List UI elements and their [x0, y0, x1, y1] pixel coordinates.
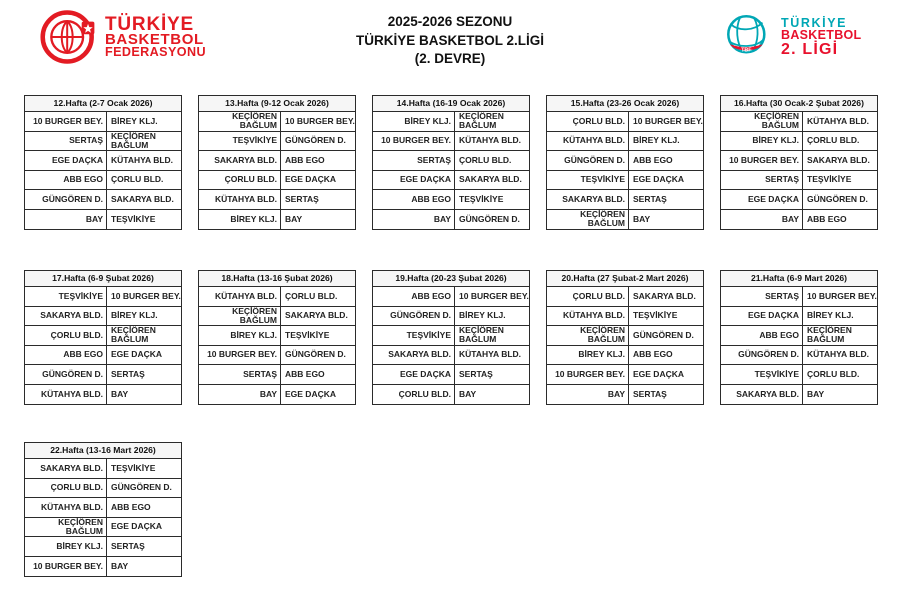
match-row — [547, 112, 703, 132]
home-team: KEÇİÖREN BAĞLUM — [199, 307, 281, 326]
away-team: EGE DAÇKA — [111, 349, 163, 360]
match-row — [547, 287, 703, 307]
home-team: BAY — [721, 210, 803, 230]
home-team: ÇORLU BLD. — [199, 171, 281, 190]
match-row — [721, 385, 877, 405]
week-table — [198, 95, 356, 230]
week-title: 20.Hafta (27 Şubat-2 Mart 2026) — [547, 271, 703, 287]
home-team: 10 BURGER BEY. — [25, 112, 107, 131]
away-team: BİREY KLJ. — [633, 135, 680, 146]
home-team: ÇORLU BLD. — [25, 479, 107, 498]
week-table — [24, 270, 182, 405]
home-team: 10 BURGER BEY. — [25, 557, 107, 577]
match-row — [199, 326, 355, 346]
away-team: BİREY KLJ. — [807, 310, 854, 321]
match-row — [373, 346, 529, 366]
home-team: ÇORLU BLD. — [373, 385, 455, 405]
page-title-season: 2025-2026 SEZONU — [387, 14, 513, 29]
home-team: KÜTAHYA BLD. — [25, 498, 107, 517]
week-table — [720, 270, 878, 405]
away-team: TEŞVİKİYE — [111, 213, 156, 224]
home-team: SAKARYA BLD. — [547, 190, 629, 209]
away-team: ABB EGO — [111, 501, 151, 512]
week-grid-row-1 — [24, 95, 878, 230]
away-team: GÜNGÖREN D. — [459, 213, 520, 224]
away-team: KEÇİÖREN BAĞLUM — [459, 326, 504, 345]
home-team: BİREY KLJ. — [199, 210, 281, 230]
match-row — [547, 210, 703, 230]
home-team: TEŞVİKİYE — [199, 132, 281, 151]
week-table — [372, 95, 530, 230]
week-table — [198, 270, 356, 405]
week-title: 22.Hafta (13-16 Mart 2026) — [25, 443, 181, 459]
home-team: BİREY KLJ. — [25, 537, 107, 556]
away-team: SERTAŞ — [459, 368, 493, 379]
home-team: KÜTAHYA BLD. — [25, 385, 107, 405]
away-team: BİREY KLJ. — [459, 310, 506, 321]
match-row — [721, 112, 877, 132]
match-row — [25, 151, 181, 171]
match-row — [199, 190, 355, 210]
away-team: SAKARYA BLD. — [459, 174, 522, 185]
match-row — [199, 346, 355, 366]
match-row — [547, 307, 703, 327]
home-team: SERTAŞ — [25, 132, 107, 151]
match-row — [373, 151, 529, 171]
league-logo-line3: 2. LİGİ — [781, 40, 839, 58]
home-team: ÇORLU BLD. — [547, 112, 629, 131]
away-team: EGE DAÇKA — [633, 368, 685, 379]
match-row — [721, 171, 877, 191]
away-team: KÜTAHYA BLD. — [459, 349, 522, 360]
home-team: KÜTAHYA BLD. — [547, 307, 629, 326]
match-row — [199, 287, 355, 307]
away-team: GÜNGÖREN D. — [111, 482, 172, 493]
match-row — [25, 326, 181, 346]
week-table — [24, 95, 182, 230]
home-team: BAY — [547, 385, 629, 405]
federation-logo-line2: BASKETBOL — [105, 31, 204, 49]
home-team: SAKARYA BLD. — [25, 307, 107, 326]
page-title-league: TÜRKİYE BASKETBOL 2.LİGİ — [355, 32, 545, 48]
away-team: BİREY KLJ. — [111, 115, 158, 126]
match-row — [721, 365, 877, 385]
home-team: KEÇİÖREN BAĞLUM — [547, 210, 629, 230]
away-team: SERTAŞ — [633, 193, 667, 204]
week-table — [24, 442, 182, 577]
match-row — [373, 190, 529, 210]
week-table — [546, 95, 704, 230]
away-team: BAY — [459, 388, 477, 399]
away-team: BİREY KLJ. — [111, 310, 158, 321]
match-row — [25, 346, 181, 366]
home-team: EGE DAÇKA — [721, 190, 803, 209]
week-table — [546, 270, 704, 405]
match-row — [373, 132, 529, 152]
match-row — [373, 365, 529, 385]
week-title: 18.Hafta (13-16 Şubat 2026) — [199, 271, 355, 287]
match-row — [199, 307, 355, 327]
week-grid-row-2 — [24, 270, 878, 405]
match-row — [25, 307, 181, 327]
match-row — [547, 326, 703, 346]
away-team: SERTAŞ — [111, 540, 145, 551]
away-team: ÇORLU BLD. — [285, 290, 338, 301]
match-row — [199, 151, 355, 171]
league-logo-line2: BASKETBOL — [781, 28, 862, 42]
home-team: SAKARYA BLD. — [721, 385, 803, 405]
home-team: 10 BURGER BEY. — [547, 365, 629, 384]
match-row — [199, 132, 355, 152]
home-team: TEŞVİKİYE — [373, 326, 455, 345]
home-team: ABB EGO — [373, 190, 455, 209]
away-team: BAY — [285, 213, 303, 224]
league-logo — [722, 11, 861, 63]
week-title: 14.Hafta (16-19 Ocak 2026) — [373, 96, 529, 112]
away-team: TEŞVİKİYE — [285, 329, 330, 340]
away-team: ABB EGO — [285, 368, 325, 379]
home-team: GÜNGÖREN D. — [373, 307, 455, 326]
away-team: BAY — [111, 560, 129, 571]
away-team: ABB EGO — [285, 154, 325, 165]
home-team: EGE DAÇKA — [721, 307, 803, 326]
match-row — [25, 112, 181, 132]
away-team: EGE DAÇKA — [633, 174, 685, 185]
week-title: 19.Hafta (20-23 Şubat 2026) — [373, 271, 529, 287]
week-table — [372, 270, 530, 405]
match-row — [721, 287, 877, 307]
federation-logo — [40, 8, 206, 66]
away-team: GÜNGÖREN D. — [285, 135, 346, 146]
match-row — [547, 132, 703, 152]
away-team: EGE DAÇKA — [285, 388, 337, 399]
week-title: 12.Hafta (2-7 Ocak 2026) — [25, 96, 181, 112]
away-team: KEÇİÖREN BAĞLUM — [459, 112, 504, 131]
home-team: BİREY KLJ. — [373, 112, 455, 131]
away-team: TEŞVİKİYE — [459, 193, 504, 204]
page-title — [250, 13, 650, 69]
home-team: SAKARYA BLD. — [25, 459, 107, 478]
match-row — [25, 518, 181, 538]
home-team: ABB EGO — [373, 287, 455, 306]
match-row — [25, 287, 181, 307]
match-row — [25, 385, 181, 405]
home-team: TEŞVİKİYE — [25, 287, 107, 306]
away-team: KÜTAHYA BLD. — [111, 154, 174, 165]
match-row — [373, 210, 529, 230]
match-row — [373, 326, 529, 346]
match-row — [199, 112, 355, 132]
away-team: 10 BURGER BEY. — [111, 290, 181, 301]
away-team: ÇORLU BLD. — [807, 135, 860, 146]
home-team: GÜNGÖREN D. — [25, 365, 107, 384]
home-team: 10 BURGER BEY. — [373, 132, 455, 151]
away-team: KEÇİÖREN BAĞLUM — [111, 131, 156, 150]
home-team: SERTAŞ — [199, 365, 281, 384]
match-row — [721, 210, 877, 230]
away-team: SERTAŞ — [111, 368, 145, 379]
home-team: GÜNGÖREN D. — [25, 190, 107, 209]
away-team: SERTAŞ — [633, 388, 667, 399]
away-team: BAY — [807, 388, 825, 399]
match-row — [721, 346, 877, 366]
match-row — [547, 365, 703, 385]
home-team: EGE DAÇKA — [373, 171, 455, 190]
match-row — [25, 365, 181, 385]
home-team: GÜNGÖREN D. — [547, 151, 629, 170]
match-row — [373, 287, 529, 307]
away-team: 10 BURGER BEY. — [807, 290, 877, 301]
home-team: GÜNGÖREN D. — [721, 346, 803, 365]
home-team: BİREY KLJ. — [547, 346, 629, 365]
match-row — [199, 210, 355, 230]
away-team: KEÇİÖREN BAĞLUM — [111, 326, 156, 345]
week-title: 17.Hafta (6-9 Şubat 2026) — [25, 271, 181, 287]
match-row — [199, 385, 355, 405]
match-row — [199, 365, 355, 385]
home-team: ABB EGO — [721, 326, 803, 345]
away-team: KÜTAHYA BLD. — [807, 349, 870, 360]
week-grid-row-3 — [24, 442, 182, 577]
away-team: SAKARYA BLD. — [285, 310, 348, 321]
away-team: GÜNGÖREN D. — [807, 193, 868, 204]
away-team: ABB EGO — [633, 349, 673, 360]
home-team: KEÇİÖREN BAĞLUM — [721, 112, 803, 131]
federation-logo-line1: TÜRKİYE — [105, 13, 194, 35]
home-team: TEŞVİKİYE — [721, 365, 803, 384]
match-row — [721, 326, 877, 346]
week-title: 13.Hafta (9-12 Ocak 2026) — [199, 96, 355, 112]
away-team: GÜNGÖREN D. — [633, 329, 694, 340]
away-team: 10 BURGER BEY. — [633, 115, 703, 126]
home-team: KEÇİÖREN BAĞLUM — [199, 112, 281, 131]
match-row — [547, 151, 703, 171]
away-team: KEÇİÖREN BAĞLUM — [807, 326, 852, 345]
match-row — [373, 171, 529, 191]
away-team: ÇORLU BLD. — [807, 368, 860, 379]
home-team: EGE DAÇKA — [25, 151, 107, 170]
home-team: ABB EGO — [25, 171, 107, 190]
match-row — [25, 557, 181, 577]
match-row — [25, 171, 181, 191]
away-team: SAKARYA BLD. — [807, 154, 870, 165]
match-row — [373, 307, 529, 327]
page-title-stage: (2. DEVRE) — [414, 51, 486, 67]
home-team: SERTAŞ — [721, 171, 803, 190]
home-team: ABB EGO — [25, 346, 107, 365]
home-team: BAY — [199, 385, 281, 405]
away-team: ABB EGO — [633, 154, 673, 165]
match-row — [721, 307, 877, 327]
home-team: BAY — [373, 210, 455, 230]
match-row — [721, 151, 877, 171]
away-team: 10 BURGER BEY. — [459, 290, 529, 301]
away-team: KÜTAHYA BLD. — [459, 135, 522, 146]
match-row — [547, 190, 703, 210]
week-table — [720, 95, 878, 230]
home-team: TEŞVİKİYE — [547, 171, 629, 190]
match-row — [373, 112, 529, 132]
away-team: BAY — [111, 388, 129, 399]
week-title: 16.Hafta (30 Ocak-2 Şubat 2026) — [721, 96, 877, 112]
match-row — [25, 132, 181, 152]
match-row — [721, 132, 877, 152]
away-team: TEŞVİKİYE — [633, 310, 678, 321]
match-row — [25, 190, 181, 210]
match-row — [25, 498, 181, 518]
league-ball-text: TBF — [741, 47, 752, 54]
league-ball-icon — [722, 11, 776, 63]
home-team: SERTAŞ — [373, 151, 455, 170]
away-team: SAKARYA BLD. — [111, 193, 174, 204]
away-team: ÇORLU BLD. — [459, 154, 512, 165]
league-logo-line1: TÜRKİYE — [781, 15, 848, 30]
match-row — [547, 385, 703, 405]
home-team: 10 BURGER BEY. — [721, 151, 803, 170]
away-team: BAY — [633, 213, 651, 224]
home-team: ÇORLU BLD. — [547, 287, 629, 306]
away-team: EGE DAÇKA — [111, 521, 163, 532]
home-team: BİREY KLJ. — [721, 132, 803, 151]
away-team: TEŞVİKİYE — [807, 174, 852, 185]
home-team: EGE DAÇKA — [373, 365, 455, 384]
league-logo-text — [781, 17, 861, 58]
away-team: ÇORLU BLD. — [111, 174, 164, 185]
federation-logo-text — [105, 13, 206, 59]
home-team: SERTAŞ — [721, 287, 803, 306]
away-team: 10 BURGER BEY. — [285, 115, 355, 126]
home-team: 10 BURGER BEY. — [199, 346, 281, 365]
match-row — [25, 537, 181, 557]
away-team: EGE DAÇKA — [285, 174, 337, 185]
home-team: SAKARYA BLD. — [199, 151, 281, 170]
home-team: BAY — [25, 210, 107, 230]
away-team: SAKARYA BLD. — [633, 290, 696, 301]
home-team: KÜTAHYA BLD. — [547, 132, 629, 151]
match-row — [547, 171, 703, 191]
match-row — [25, 210, 181, 230]
week-title: 21.Hafta (6-9 Mart 2026) — [721, 271, 877, 287]
federation-logo-line3: FEDERASYONU — [105, 44, 206, 59]
home-team: KÜTAHYA BLD. — [199, 190, 281, 209]
basketball-federation-icon — [40, 8, 98, 66]
match-row — [721, 190, 877, 210]
match-row — [199, 171, 355, 191]
home-team: KEÇİÖREN BAĞLUM — [25, 518, 107, 537]
home-team: SAKARYA BLD. — [373, 346, 455, 365]
home-team: KEÇİÖREN BAĞLUM — [547, 326, 629, 345]
match-row — [25, 459, 181, 479]
away-team: KÜTAHYA BLD. — [807, 115, 870, 126]
week-title: 15.Hafta (23-26 Ocak 2026) — [547, 96, 703, 112]
away-team: SERTAŞ — [285, 193, 319, 204]
match-row — [373, 385, 529, 405]
home-team: KÜTAHYA BLD. — [199, 287, 281, 306]
match-row — [25, 479, 181, 499]
home-team: ÇORLU BLD. — [25, 326, 107, 345]
away-team: GÜNGÖREN D. — [285, 349, 346, 360]
away-team: ABB EGO — [807, 213, 847, 224]
away-team: TEŞVİKİYE — [111, 462, 156, 473]
home-team: BİREY KLJ. — [199, 326, 281, 345]
match-row — [547, 346, 703, 366]
